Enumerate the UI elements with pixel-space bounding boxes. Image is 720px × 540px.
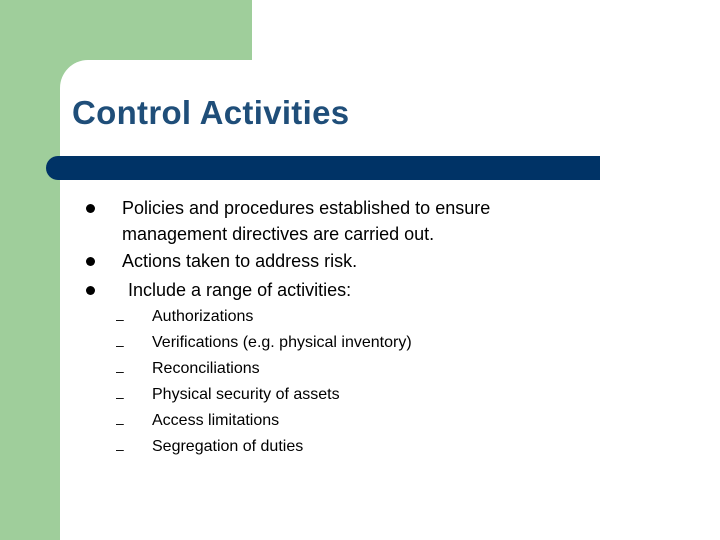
- title-divider-bar: [60, 156, 600, 180]
- sub-bullet-text: Segregation of duties: [152, 438, 304, 455]
- bullet-text-include: Include a range of activities:: [128, 280, 352, 300]
- sub-bullet-text: Reconciliations: [152, 360, 260, 377]
- sub-bullet-dash: –: [116, 389, 124, 405]
- sub-bullet-text: Access limitations: [152, 412, 280, 429]
- sub-bullet-dash: –: [116, 337, 124, 353]
- sub-bullet-text: Verifications (e.g. physical inventory): [152, 334, 412, 351]
- sub-bullet-dash: –: [116, 415, 124, 431]
- sub-bullet-dash: –: [116, 311, 124, 327]
- bullet-dot: [86, 257, 95, 266]
- bullet-text-actions: Actions taken to address risk.: [122, 251, 358, 271]
- bullet-dot: [86, 204, 95, 213]
- bullet-text-policies-line1: Policies and procedures established to ensure: [122, 198, 491, 218]
- sub-bullet-text: Physical security of assets: [152, 386, 340, 403]
- bullet-dot: [86, 286, 95, 295]
- green-accent-left: [0, 0, 60, 540]
- sub-bullet-text: Authorizations: [152, 308, 254, 325]
- sub-bullet-dash: –: [116, 441, 124, 457]
- bullet-text-policies-line2: management directives are carried out.: [122, 224, 435, 244]
- sub-bullet-dash: –: [116, 363, 124, 379]
- slide-title: Control Activities: [72, 94, 350, 131]
